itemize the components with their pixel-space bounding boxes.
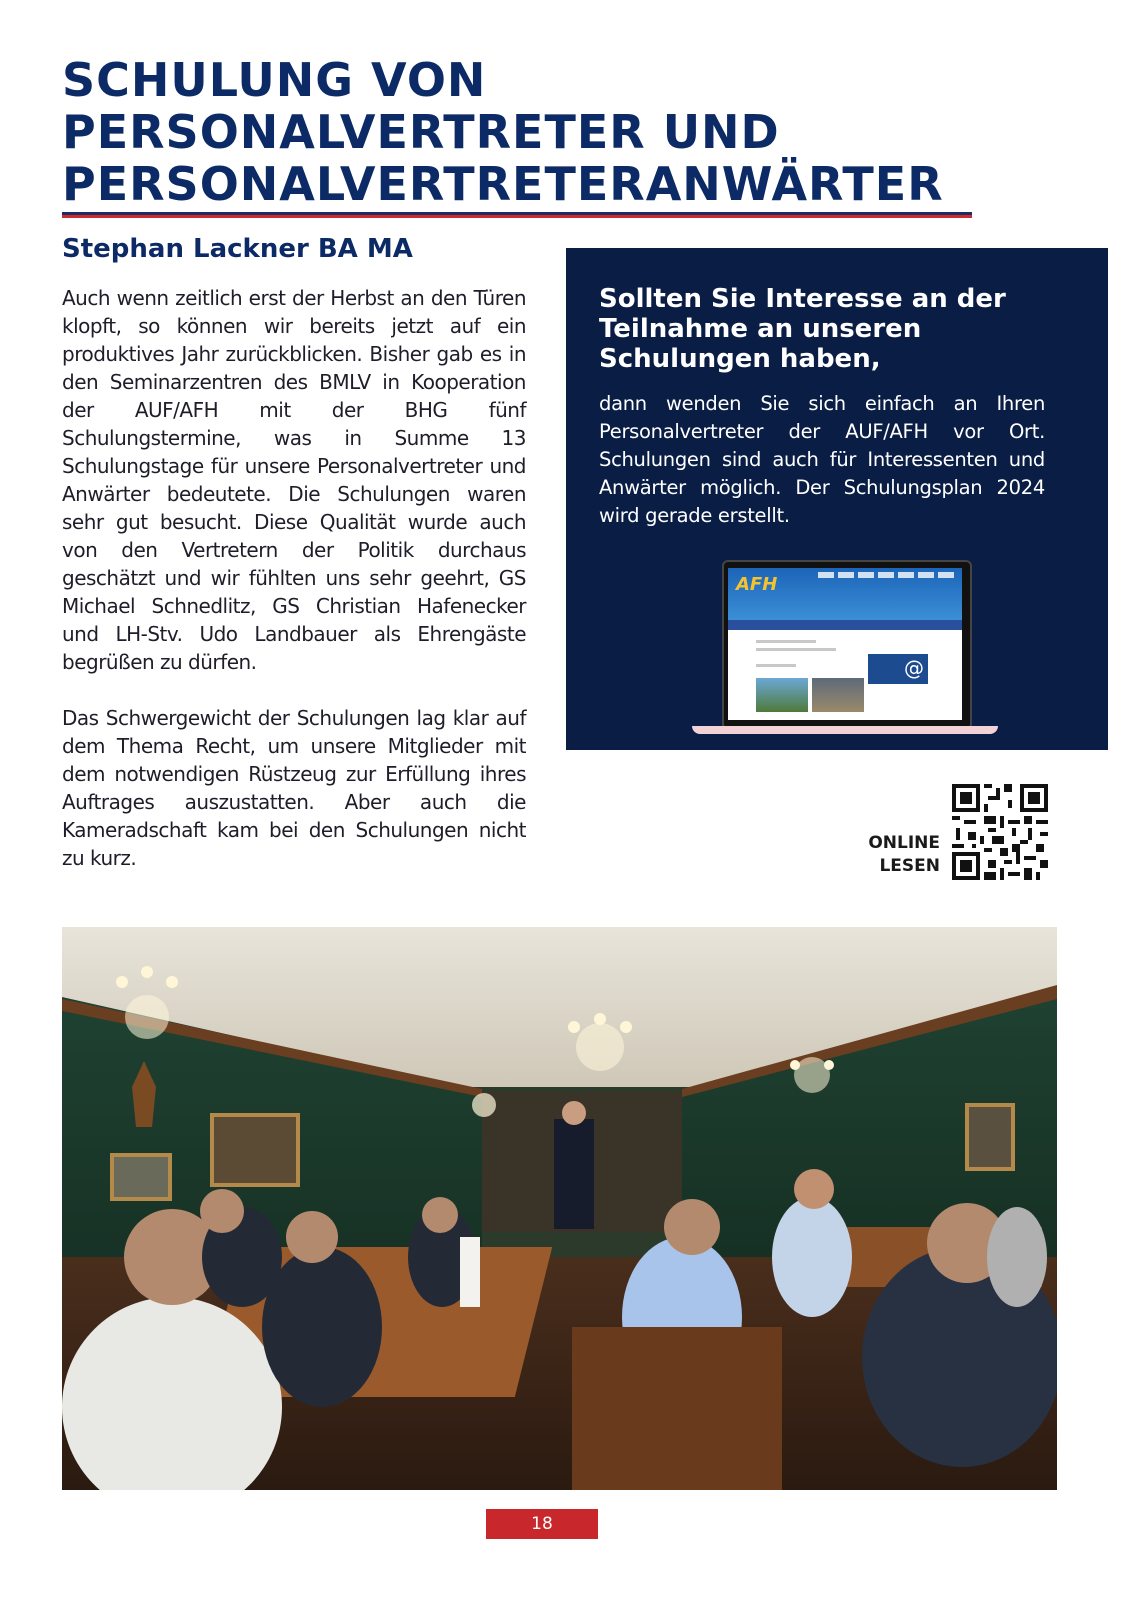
speaker (554, 1119, 594, 1229)
laptop-base (692, 726, 998, 734)
website-thumbnail (812, 678, 864, 712)
afh-logo: AFH (736, 574, 778, 595)
qr-label-line-2: LESEN (879, 856, 940, 876)
title-line-1: SCHULUNG VON (62, 53, 487, 107)
title-underline-red (62, 215, 972, 218)
website-text-line (756, 640, 816, 643)
page-number: 18 (486, 1509, 598, 1539)
chair-foreground (572, 1327, 782, 1490)
wall-painting (112, 1155, 170, 1199)
qr-code[interactable] (952, 784, 1048, 880)
speaker-head (562, 1101, 586, 1125)
article-title (62, 54, 1022, 210)
body-paragraph-2: Das Schwergewicht der Schulungen lag klar auf dem Thema Recht, um unsere Mitglieder mit dem notwendigen Rüstzeug zur Erfüllung ihres Auftrages auszustatten. Aber auch die Kameradschaft kam bei den Schulungen nicht zu kurz. (62, 706, 526, 870)
wall-painting (212, 1115, 298, 1185)
website-thumbnail (756, 678, 808, 712)
info-box-text: dann wenden Sie sich einfach an Ihren Personalvertreter der AUF/AFH vor Ort. Schulungen sind auch für Interessenten und Anwärter möglich. Der Schulungsplan 2024 wird gerade erstellt. (599, 392, 1045, 527)
website-subnav (728, 620, 962, 630)
website-header (728, 568, 962, 620)
laptop-website-image (692, 558, 998, 738)
event-photo (62, 927, 1057, 1490)
chandelier-back (472, 1093, 496, 1117)
website-text-line (756, 648, 836, 651)
website-text-line (756, 664, 796, 667)
qr-label (850, 832, 940, 878)
website-menu (818, 572, 958, 578)
wall-painting (967, 1105, 1013, 1169)
body-paragraph-1: Auch wenn zeitlich erst der Herbst an den Türen klopft, so können wir bereits jetzt auf ein produktives Jahr zurückblicken. Bisher gab es in den Seminarzentren des BMLV in Kooperation der AUF/AFH mit der BHG fünf Schulungstermine, was in Summe 13 Schulungstage für unsere Personalvertreter und Anwärter bedeutete. Die Schulungen waren sehr gut besucht. Diese Qualität wurde auch von den Vertretern der Politik durchaus geschätzt und wir fühlten uns sehr geehrt, GS Michael Schnedlitz, GS Christian Hafenecker und LH-Stv. Udo Landbauer als Ehrengäste begrüßen zu dürfen. (62, 286, 526, 674)
title-line-3: PERSONALVERTRETERANWÄRTER (62, 157, 944, 211)
website-contact-badge (868, 654, 928, 684)
laptop-screen (728, 568, 962, 720)
author-name: Stephan Lackner BA MA (62, 234, 413, 264)
qr-label-line-1: ONLINE (868, 833, 940, 853)
article-body (62, 284, 526, 900)
lamp (460, 1237, 480, 1307)
info-box-heading: Sollten Sie Interesse an der Teilnahme an unseren Schulungen haben, (599, 284, 1006, 374)
title-line-2: PERSONALVERTRETER UND (62, 105, 780, 159)
